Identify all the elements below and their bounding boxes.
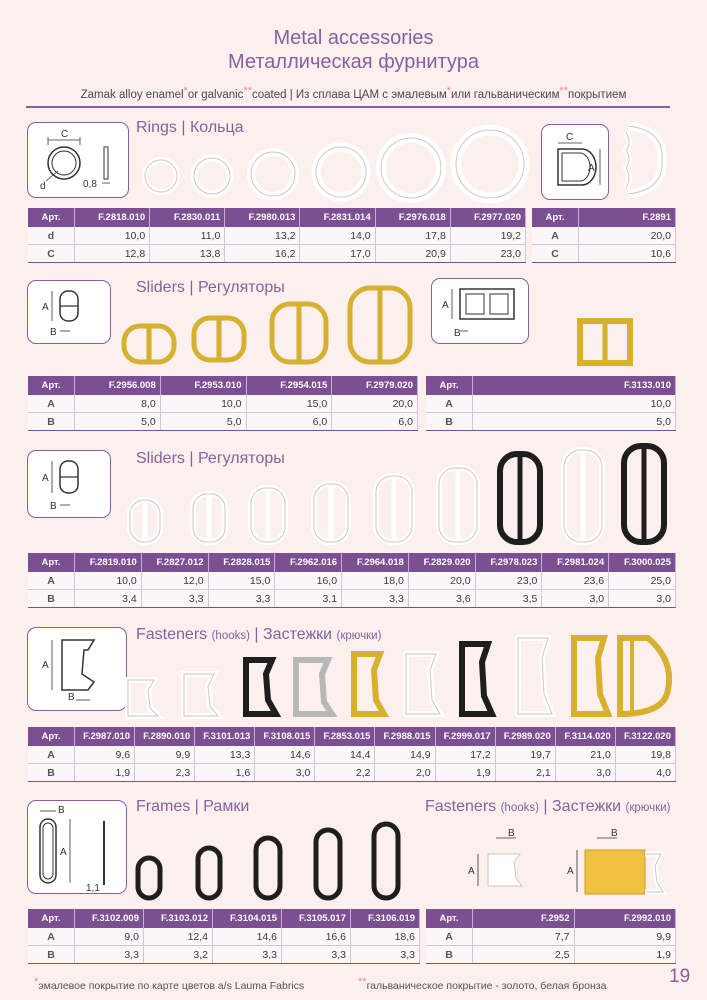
table-row xyxy=(426,928,676,946)
sliders-table xyxy=(28,376,418,431)
frames-table xyxy=(28,909,420,964)
article-code: F.2818.010 xyxy=(75,208,150,227)
dimension-label: A xyxy=(532,227,579,245)
article-code: F.2827.012 xyxy=(141,553,208,572)
white-slider-photo xyxy=(130,500,160,542)
dimension-label: B xyxy=(28,946,75,964)
article-code: F.2977.020 xyxy=(450,208,525,227)
white-slider-photo xyxy=(251,488,285,542)
slider-dimension-icon xyxy=(28,451,110,517)
title-part: (hooks) xyxy=(211,630,250,642)
dimension-label: B xyxy=(426,946,473,964)
dimension-value: 19,2 xyxy=(450,227,525,245)
slider-dimension-icon xyxy=(28,281,110,343)
table-row xyxy=(532,227,676,245)
article-code: F.2831.014 xyxy=(300,208,375,227)
square-slider-diagram xyxy=(431,278,529,344)
dimension-value: 14,6 xyxy=(213,928,282,946)
white-hook-photo xyxy=(406,654,440,714)
black-frame-photo xyxy=(374,824,398,898)
d-ring-table xyxy=(532,208,676,263)
dimension-value: 9,0 xyxy=(75,928,144,946)
dimension-value: 2,3 xyxy=(135,764,195,782)
dimension-value: 3,1 xyxy=(275,590,342,608)
dimension-value: 6,0 xyxy=(246,413,332,431)
gold-hook-photo xyxy=(620,638,669,714)
black-frame-photo xyxy=(138,858,160,898)
article-code: F.2828.015 xyxy=(208,553,275,572)
article-code: F.2954.015 xyxy=(246,376,332,395)
page-number: 19 xyxy=(669,966,691,987)
article-code: F.2980.013 xyxy=(225,208,300,227)
dimension-value: 3,3 xyxy=(141,590,208,608)
gold-square-slider-photo xyxy=(576,317,634,369)
subtitle-part: coated | Из сплава ЦАМ с эмалевым xyxy=(252,89,447,101)
dimension-label: C xyxy=(28,245,75,263)
dimension-value: 5,0 xyxy=(75,413,161,431)
article-code: F.2988.015 xyxy=(375,727,435,746)
square-slider-dimension-icon xyxy=(432,279,528,343)
title-part: (hooks) xyxy=(500,802,539,814)
table-row xyxy=(28,590,676,608)
black-slider-photo xyxy=(624,446,664,542)
footnote-enamel xyxy=(34,976,304,992)
dimension-value: 2,1 xyxy=(495,764,555,782)
art-header: Арт. xyxy=(28,909,75,928)
dimension-value: 3,3 xyxy=(351,946,420,964)
dimension-value: 3,3 xyxy=(342,590,409,608)
sliders2-photos xyxy=(118,440,678,552)
dimension-value: 3,4 xyxy=(75,590,142,608)
header-divider xyxy=(26,106,670,108)
title-part: | Застежки xyxy=(543,798,622,815)
fasteners-diagram xyxy=(27,627,127,711)
white-hook-photo xyxy=(184,674,218,716)
dimension-value: 3,6 xyxy=(408,590,475,608)
table-row xyxy=(28,227,526,245)
article-code: F.2964.018 xyxy=(342,553,409,572)
table-header-row xyxy=(28,376,418,395)
dimension-value: 3,3 xyxy=(75,946,144,964)
dimension-label: B xyxy=(28,764,75,782)
black-hook-photo xyxy=(246,660,276,714)
article-code: F.2999.017 xyxy=(435,727,495,746)
table-header-row xyxy=(426,376,676,395)
art-header: Арт. xyxy=(28,727,75,746)
dimension-value: 3,5 xyxy=(475,590,542,608)
dimension-value: 3,0 xyxy=(555,764,615,782)
dimension-value: 17,8 xyxy=(375,227,450,245)
square-slider-table xyxy=(426,376,676,431)
dimension-value: 14,9 xyxy=(375,746,435,764)
dimension-value: 9,9 xyxy=(574,928,676,946)
dimension-label: B xyxy=(28,590,75,608)
article-code: F.2978.023 xyxy=(475,553,542,572)
dimension-value: 15,0 xyxy=(208,572,275,590)
white-clasp-photo xyxy=(464,826,554,904)
d-ring-dimension-icon xyxy=(542,125,608,199)
sliders-title: Sliders | Регуляторы xyxy=(136,279,285,296)
dimension-value: 6,0 xyxy=(332,413,418,431)
article-code: F.2829.020 xyxy=(408,553,475,572)
dimension-value: 17,0 xyxy=(300,245,375,263)
footnote-text: гальваническое покрытие - золото, белая бронза xyxy=(366,980,607,992)
d-ring-diagram xyxy=(541,124,609,200)
white-slider-photo xyxy=(439,468,477,542)
title-part: (крючки) xyxy=(336,630,382,642)
table-row xyxy=(28,946,420,964)
dimension-value: 21,0 xyxy=(555,746,615,764)
table-header-row xyxy=(28,553,676,572)
dimension-value: 20,0 xyxy=(332,395,418,413)
dimension-label: A xyxy=(28,395,75,413)
table-row xyxy=(426,946,676,964)
ring-outline xyxy=(381,138,441,198)
dimension-value: 19,7 xyxy=(495,746,555,764)
dimension-value: 20,9 xyxy=(375,245,450,263)
gold-slider-photo xyxy=(194,318,244,360)
dim-a-label: A xyxy=(42,473,49,484)
dimension-label: d xyxy=(28,227,75,245)
dimension-value: 5,0 xyxy=(473,413,676,431)
table-header-row xyxy=(28,208,526,227)
table-row xyxy=(426,395,676,413)
title-part: Fasteners xyxy=(136,626,208,643)
subtitle-part: or galvanic xyxy=(187,89,244,101)
dimension-value: 2,5 xyxy=(473,946,575,964)
dimension-value: 10,6 xyxy=(579,245,676,263)
table-row xyxy=(28,928,420,946)
dim-c-label: C xyxy=(61,129,69,140)
art-header: Арт. xyxy=(28,553,75,572)
ring-outline xyxy=(316,147,366,197)
dimension-value: 12,8 xyxy=(75,245,150,263)
white-slider-photo xyxy=(376,476,412,542)
dimension-value: 10,0 xyxy=(473,395,676,413)
article-code: F.3108.015 xyxy=(255,727,315,746)
article-code: F.2891 xyxy=(579,208,676,227)
article-code: F.2830.011 xyxy=(150,208,225,227)
article-code: F.3104.015 xyxy=(213,909,282,928)
dimension-value: 16,2 xyxy=(225,245,300,263)
article-code: F.3133.010 xyxy=(473,376,676,395)
dimension-value: 1,6 xyxy=(195,764,255,782)
dimension-label: B xyxy=(28,413,75,431)
table-row xyxy=(28,245,526,263)
sliders2-title: Sliders | Регуляторы xyxy=(136,450,285,467)
dim-b-label: B xyxy=(58,805,65,816)
subtitle-part: или гальваническим xyxy=(451,89,560,101)
fasteners2-table xyxy=(426,909,676,964)
article-code: F.2992.010 xyxy=(574,909,676,928)
dim-b-label: B xyxy=(50,501,57,512)
white-slider-photo xyxy=(193,494,225,542)
ring-outline xyxy=(145,160,177,192)
dimension-value: 20,0 xyxy=(408,572,475,590)
article-code: F.2979.020 xyxy=(332,376,418,395)
dimension-value: 18,0 xyxy=(342,572,409,590)
dim-b-label: B xyxy=(454,328,461,339)
dimension-value: 16,0 xyxy=(275,572,342,590)
frame-dimension-icon xyxy=(28,801,126,893)
article-code: F.2890.010 xyxy=(135,727,195,746)
table-row xyxy=(28,413,418,431)
dimension-value: 4,0 xyxy=(615,764,675,782)
fasteners-table xyxy=(28,727,676,782)
footnote-galvanic xyxy=(358,976,606,992)
gold-slider-photo xyxy=(272,304,326,362)
hook-dimension-icon xyxy=(28,628,126,710)
dimension-value: 19,8 xyxy=(615,746,675,764)
article-code: F.2953.010 xyxy=(160,376,246,395)
dimension-value: 20,0 xyxy=(579,227,676,245)
dimension-label: C xyxy=(532,245,579,263)
dim-a-label: A xyxy=(42,660,49,671)
article-code: F.2987.010 xyxy=(75,727,135,746)
sliders2-diagram xyxy=(27,450,111,518)
dimension-value: 3,2 xyxy=(144,946,213,964)
dimension-value: 17,2 xyxy=(435,746,495,764)
article-code: F.3102.009 xyxy=(75,909,144,928)
dimension-value: 8,0 xyxy=(75,395,161,413)
dimension-value: 25,0 xyxy=(609,572,676,590)
dimension-value: 13,2 xyxy=(225,227,300,245)
star-mark: * xyxy=(34,976,39,988)
ring-outline xyxy=(251,152,295,196)
dim-a-label: A xyxy=(60,847,67,858)
dim-d-label: d xyxy=(40,181,46,192)
gold-hook-photo xyxy=(574,638,608,714)
thickness-label: 0,8 xyxy=(83,179,97,190)
dimension-value: 18,6 xyxy=(351,928,420,946)
table-row xyxy=(28,572,676,590)
thickness-label: 1,1 xyxy=(86,883,100,893)
dimension-value: 23,0 xyxy=(475,572,542,590)
frames-diagram xyxy=(27,800,127,894)
dimension-value: 14,6 xyxy=(255,746,315,764)
art-header: Арт. xyxy=(28,208,75,227)
dimension-label: A xyxy=(28,928,75,946)
dimension-value: 10,0 xyxy=(160,395,246,413)
dimension-value: 1,9 xyxy=(75,764,135,782)
table-header-row xyxy=(28,727,676,746)
article-code: F.3122.020 xyxy=(615,727,675,746)
article-code: F.2819.010 xyxy=(75,553,142,572)
article-code: F.3106.019 xyxy=(351,909,420,928)
sliders-diagram xyxy=(27,280,111,344)
article-code: F.2853.015 xyxy=(315,727,375,746)
art-header: Арт. xyxy=(426,909,473,928)
rings-photos xyxy=(130,124,540,206)
title-part: (крючки) xyxy=(625,802,671,814)
dimension-value: 9,6 xyxy=(75,746,135,764)
sliders2-table xyxy=(28,553,676,608)
page-title-en: Metal accessories xyxy=(273,27,434,49)
fasteners2-title xyxy=(425,798,670,816)
table-row xyxy=(28,764,676,782)
white-slider-photo xyxy=(314,484,348,542)
table-row xyxy=(426,413,676,431)
footnote-text: эмалевое покрытие по карте цветов a/s Lauma Fabrics xyxy=(38,980,305,992)
fasteners-photos xyxy=(118,630,678,726)
subtitle-part: покрытием xyxy=(568,89,627,101)
ring-dimension-icon xyxy=(28,123,128,197)
dimension-label: A xyxy=(28,746,75,764)
gold-sliders-photos xyxy=(118,284,420,370)
article-code: F.3101.013 xyxy=(195,727,255,746)
dimension-value: 23,0 xyxy=(450,245,525,263)
dim-b-label: B xyxy=(508,828,515,839)
dim-b-label: B xyxy=(68,692,75,703)
article-code: F.2956.008 xyxy=(75,376,161,395)
dimension-value: 1,9 xyxy=(435,764,495,782)
dimension-value: 14,0 xyxy=(300,227,375,245)
dimension-label: A xyxy=(426,928,473,946)
dimension-value: 3,0 xyxy=(255,764,315,782)
rings-table xyxy=(28,208,526,263)
star-mark: ** xyxy=(358,976,367,988)
dimension-label: A xyxy=(28,572,75,590)
subtitle-part: Zamak alloy enamel xyxy=(80,89,184,101)
star-mark: ** xyxy=(559,85,569,97)
dimension-value: 5,0 xyxy=(160,413,246,431)
white-hook-photo xyxy=(518,638,552,714)
rings-title: Rings | Кольца xyxy=(136,119,244,136)
dimension-value: 12,4 xyxy=(144,928,213,946)
dim-c-label: C xyxy=(566,132,574,143)
dimension-value: 11,0 xyxy=(150,227,225,245)
dim-a-label: A xyxy=(567,866,574,877)
white-hook-photo xyxy=(128,680,158,716)
black-frame-photo xyxy=(198,848,220,898)
dimension-value: 14,4 xyxy=(315,746,375,764)
table-header-row xyxy=(426,909,676,928)
article-code: F.3105.017 xyxy=(282,909,351,928)
dimension-value: 9,9 xyxy=(135,746,195,764)
page-subtitle xyxy=(0,85,707,101)
dimension-label: B xyxy=(426,413,473,431)
gold-hook-photo xyxy=(354,654,384,714)
table-header-row xyxy=(532,208,676,227)
table-row xyxy=(28,746,676,764)
dimension-value: 10,0 xyxy=(75,227,150,245)
dimension-label: A xyxy=(426,395,473,413)
article-code: F.3103.012 xyxy=(144,909,213,928)
d-ring-photo xyxy=(618,120,670,200)
black-frame-photo xyxy=(256,838,280,898)
article-code: F.2981.024 xyxy=(542,553,609,572)
dimension-value: 12,0 xyxy=(141,572,208,590)
black-frame-photo xyxy=(316,830,340,898)
title-part: Fasteners xyxy=(425,798,497,815)
gold-slider-photo xyxy=(124,326,174,362)
frames-photos xyxy=(130,818,410,902)
dimension-value: 3,3 xyxy=(213,946,282,964)
article-code: F.2989.020 xyxy=(495,727,555,746)
black-slider-photo xyxy=(500,454,540,542)
dim-a-label: A xyxy=(588,163,595,174)
article-code: F.3000.025 xyxy=(609,553,676,572)
dimension-value: 3,3 xyxy=(282,946,351,964)
star-mark: * xyxy=(446,85,452,97)
table-row xyxy=(532,245,676,263)
dimension-value: 2,0 xyxy=(375,764,435,782)
star-mark: ** xyxy=(243,85,252,97)
dim-b-label: B xyxy=(611,828,618,839)
gold-slider-photo xyxy=(350,288,410,362)
dimension-value: 15,0 xyxy=(246,395,332,413)
dimension-value: 10,0 xyxy=(75,572,142,590)
table-header-row xyxy=(28,909,420,928)
article-code: F.2952 xyxy=(473,909,575,928)
dimension-value: 3,0 xyxy=(609,590,676,608)
art-header: Арт. xyxy=(28,376,75,395)
white-slider-photo xyxy=(564,450,602,542)
star-mark: * xyxy=(183,85,188,97)
dimension-value: 2,2 xyxy=(315,764,375,782)
frames-title: Frames | Рамки xyxy=(136,798,250,815)
black-hook-photo xyxy=(462,644,492,714)
article-code: F.2962.016 xyxy=(275,553,342,572)
dimension-value: 16,6 xyxy=(282,928,351,946)
ring-outline xyxy=(456,130,524,198)
table-row xyxy=(28,395,418,413)
dimension-value: 23,6 xyxy=(542,572,609,590)
dimension-value: 13,8 xyxy=(150,245,225,263)
dim-a-label: A xyxy=(42,302,49,313)
rings-diagram xyxy=(27,122,129,198)
article-code: F.3114.020 xyxy=(555,727,615,746)
dimension-value: 1,9 xyxy=(574,946,676,964)
article-code: F.2976.018 xyxy=(375,208,450,227)
page-title-ru: Металлическая фурнитура xyxy=(228,51,479,73)
silver-hook-photo xyxy=(296,660,332,714)
dim-a-label: A xyxy=(468,866,475,877)
art-header: Арт. xyxy=(532,208,579,227)
dimension-value: 3,0 xyxy=(542,590,609,608)
art-header: Арт. xyxy=(426,376,473,395)
ring-outline xyxy=(194,158,230,194)
dimension-value: 3,3 xyxy=(208,590,275,608)
dimension-value: 13,3 xyxy=(195,746,255,764)
title-part: | Застежки xyxy=(254,626,333,643)
dim-b-label: B xyxy=(50,327,57,338)
dim-a-label: A xyxy=(442,300,449,311)
gold-clasp-photo xyxy=(565,826,675,904)
dimension-value: 7,7 xyxy=(473,928,575,946)
